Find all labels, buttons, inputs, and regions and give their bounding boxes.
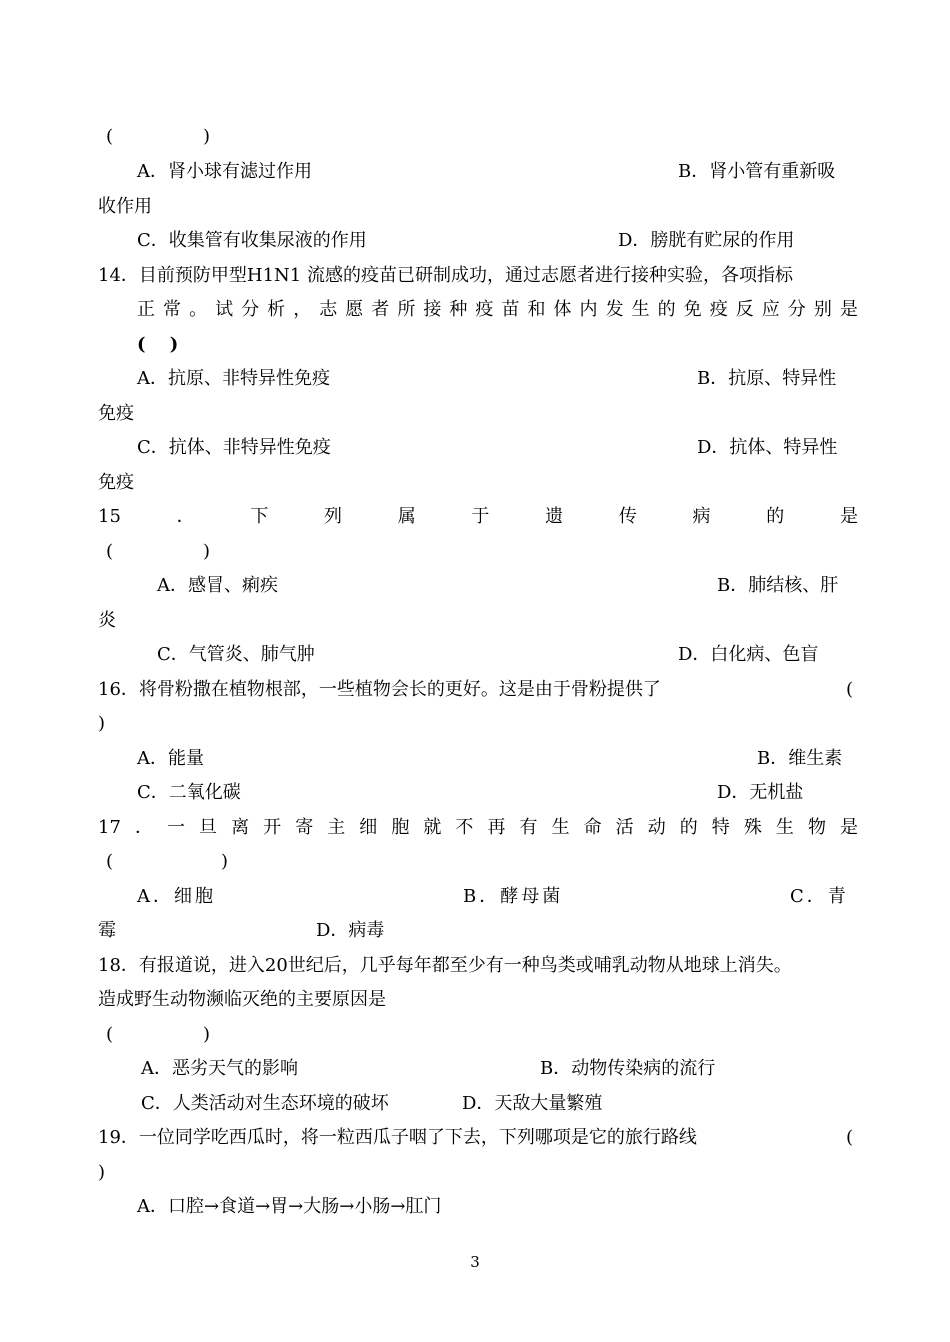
spread-char: 的 — [766, 506, 785, 527]
spread-char: 动 — [647, 817, 666, 838]
spread-char: 者 — [371, 299, 390, 320]
spread-char: 17 — [98, 817, 121, 838]
q15-answer-paren: ( ) — [106, 541, 211, 562]
q13-option-b: B．肾小管有重新吸 — [678, 161, 836, 182]
q19-paren-close: ) — [98, 1162, 106, 1183]
spread-char: 和 — [527, 299, 546, 320]
spread-char: 。 — [189, 299, 208, 320]
q14-stem-line1: 14．目前预防甲型H1N1 流感的疫苗已研制成功，通过志愿者进行接种实验，各项指标 — [98, 265, 793, 286]
spread-char: 正 — [137, 299, 155, 320]
q17-option-d: D．病毒 — [316, 920, 385, 941]
q15-option-d: D．白化病、色盲 — [678, 644, 819, 665]
spread-char: 主 — [327, 817, 346, 838]
q19-paren-open: ( — [846, 1127, 854, 1148]
spread-char: 志 — [319, 299, 338, 320]
spread-char: 列 — [324, 506, 343, 527]
q18-stem-line1: 18．有报道说，进入20世纪后，几乎每年都至少有一种鸟类或哺乳动物从地球上消失。 — [98, 955, 792, 976]
q18-option-a: A．恶劣天气的影响 — [141, 1058, 298, 1079]
q16-option-c: C．二氧化碳 — [137, 782, 241, 803]
spread-char: 物 — [807, 817, 826, 838]
q16-option-d: D．无机盐 — [717, 782, 804, 803]
q18-answer-paren: ( ) — [106, 1024, 211, 1045]
spread-char: 常 — [163, 299, 182, 320]
spread-char: 特 — [711, 817, 730, 838]
spread-char: 免 — [683, 299, 702, 320]
q14-option-c: C．抗体、非特异性免疫 — [137, 437, 331, 458]
q13-option-d: D．膀胱有贮尿的作用 — [618, 230, 795, 251]
spread-char: 疫 — [475, 299, 494, 320]
spread-char: 开 — [263, 817, 282, 838]
spread-char: 传 — [618, 506, 637, 527]
q18-stem-line2: 造成野生动物濒临灭绝的主要原因是 — [98, 989, 386, 1010]
spread-char: 反 — [735, 299, 754, 320]
spread-char: 体 — [553, 299, 572, 320]
q15-option-b-cont: 炎 — [98, 610, 116, 631]
spread-char: 是 — [839, 817, 858, 838]
q17-option-a: A．细胞 — [137, 886, 216, 907]
spread-char: 15 — [98, 506, 121, 527]
spread-char: 胞 — [391, 817, 410, 838]
q16-paren-close: ) — [98, 713, 106, 734]
spread-char: 接 — [423, 299, 442, 320]
q18-option-c: C．人类活动对生态环境的破坏 — [141, 1093, 389, 1114]
spread-char: 殊 — [743, 817, 762, 838]
q15-option-c: C．气管炎、肺气肿 — [157, 644, 315, 665]
spread-char: 生 — [775, 817, 794, 838]
spread-char: 是 — [839, 506, 858, 527]
spread-char: 就 — [423, 817, 442, 838]
spread-char: 遗 — [545, 506, 564, 527]
spread-char: 有 — [519, 817, 538, 838]
spread-char: 属 — [397, 506, 416, 527]
spread-char: 活 — [615, 817, 634, 838]
q13-option-c: C．收集管有收集尿液的作用 — [137, 230, 367, 251]
spread-char: 寄 — [295, 817, 314, 838]
q14-stem-line2 — [137, 298, 858, 322]
spread-char: ． — [134, 817, 153, 838]
spread-char: 别 — [813, 299, 832, 320]
q13-option-a: A．肾小球有滤过作用 — [137, 161, 312, 182]
q16-paren-open: ( — [846, 679, 854, 700]
spread-char: 旦 — [199, 817, 218, 838]
spread-char: 应 — [761, 299, 780, 320]
q14-answer-paren: ( ) — [137, 334, 179, 355]
spread-char: 是 — [839, 299, 858, 320]
spread-char: 所 — [397, 299, 416, 320]
spread-char: 发 — [605, 299, 624, 320]
spread-char: 疫 — [709, 299, 728, 320]
q19-stem: 19．一位同学吃西瓜时，将一粒西瓜子咽了下去，下列哪项是它的旅行路线 — [98, 1127, 697, 1148]
q17-option-c-cont: 霉 — [98, 920, 116, 941]
q15-option-b: B．肺结核、肝 — [717, 575, 839, 596]
q18-option-b: B．动物传染病的流行 — [540, 1058, 716, 1079]
q19-option-a: A．口腔→食道→胃→大肠→小肠→肛门 — [137, 1196, 442, 1217]
spread-char: 愿 — [345, 299, 364, 320]
spread-char: 分 — [241, 299, 260, 320]
spread-char: 下 — [250, 506, 269, 527]
q17-option-c: C．青 — [790, 886, 849, 907]
spread-char: 的 — [657, 299, 676, 320]
q14-option-b: B．抗原、特异性 — [697, 368, 837, 389]
answer-paren: ( ) — [106, 126, 211, 147]
spread-char: 细 — [359, 817, 378, 838]
spread-char: 再 — [487, 817, 506, 838]
spread-char: 的 — [679, 817, 698, 838]
q16-option-a: A．能量 — [137, 748, 204, 769]
q14-option-b-cont: 免疫 — [98, 403, 134, 424]
spread-char: 不 — [455, 817, 474, 838]
spread-char: ， — [293, 299, 312, 320]
spread-char: 病 — [692, 506, 711, 527]
spread-char: 内 — [579, 299, 598, 320]
q18-option-d: D．天敌大量繁殖 — [462, 1093, 603, 1114]
q15-stem — [98, 505, 858, 529]
spread-char: 生 — [551, 817, 570, 838]
q17-answer-paren: ( ) — [106, 851, 229, 872]
spread-char: 试 — [215, 299, 234, 320]
spread-char: 苗 — [501, 299, 520, 320]
q14-option-d-cont: 免疫 — [98, 472, 134, 493]
spread-char: 命 — [583, 817, 602, 838]
q14-option-d: D．抗体、特异性 — [697, 437, 838, 458]
q17-stem — [98, 816, 858, 840]
spread-char: 析 — [267, 299, 286, 320]
spread-char: 一 — [167, 817, 185, 838]
spread-char: 种 — [449, 299, 468, 320]
spread-char: 于 — [471, 506, 490, 527]
page-number: 3 — [470, 1253, 480, 1271]
spread-char: 离 — [231, 817, 250, 838]
spread-char: 生 — [631, 299, 650, 320]
q15-option-a: A．感冒、痢疾 — [157, 575, 278, 596]
q17-option-b: B．酵母菌 — [463, 886, 564, 907]
spread-char: ． — [176, 506, 195, 527]
q14-option-a: A．抗原、非特异性免疫 — [137, 368, 330, 389]
spread-char: 分 — [787, 299, 806, 320]
q16-stem: 16．将骨粉撒在植物根部，一些植物会长的更好。这是由于骨粉提供了 — [98, 679, 661, 700]
q16-option-b: B．维生素 — [757, 748, 843, 769]
q13-option-b-cont: 收作用 — [98, 196, 152, 217]
